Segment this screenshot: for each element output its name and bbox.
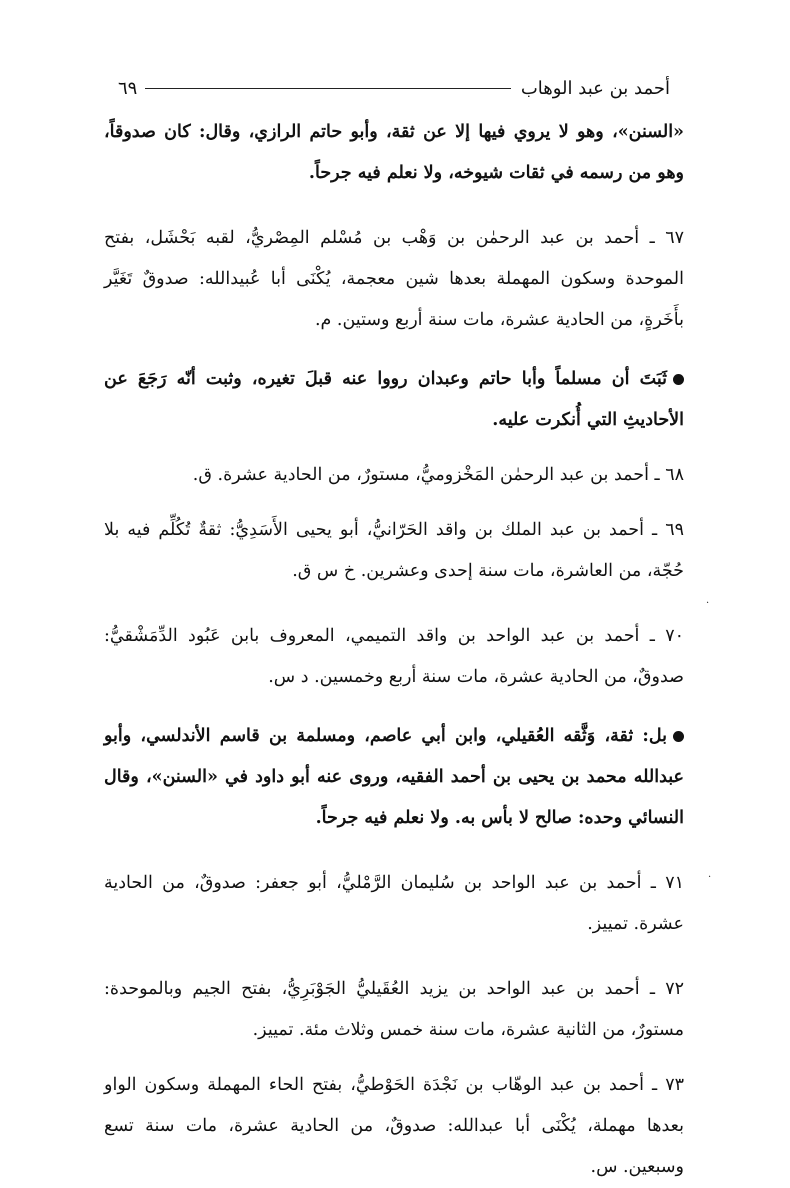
scan-speck: · (708, 872, 712, 883)
entry-71 (104, 863, 684, 945)
paragraph-text: ٧٣ ـ أحمد بن عبد الوهّاب بن نَجْدَة الحَوْطيُّ، بفتح الحاء المهملة وسكون الواو بعدها مهملة، يُكْنَى أبا عبدالله: صدوقٌ، من الحادية عشرة، مات سنة تسع وسبعين. س. (104, 1075, 684, 1177)
entry-72 (104, 969, 684, 1051)
paragraph-text: ٦٨ ـ أحمد بن عبد الرحمٰن المَخْزوميُّ، مستورٌ، من الحادية عشرة. ق. (192, 465, 684, 485)
paragraph-text: ٦٧ ـ أحمد بن عبد الرحمٰن بن وَهْب بن مُسْلم المِصْريُّ، لقبه بَحْشَل، بفتح الموحدة وسكون المهملة بعدها شين معجمة، يُكْنَى أبا عُبيدالله: صدوقٌ تَغَيَّر بأَخَرةٍ، من الحادية عشرة، مات سنة أربع وستين. م. (104, 228, 684, 330)
bullet-icon (673, 374, 684, 385)
running-header (118, 72, 670, 104)
scan-speck: · (706, 598, 710, 609)
entry-73 (104, 1065, 684, 1188)
bullet-icon (673, 731, 684, 742)
note-70 (104, 716, 684, 839)
entry-69 (104, 510, 684, 592)
entry-67 (104, 218, 684, 341)
note-67 (104, 359, 684, 441)
paragraph-text: ٧٢ ـ أحمد بن عبد الواحد بن يزيد العُقَيليُّ الجَوْبَرِيُّ، بفتح الجيم وبالموحدة: مستورٌ، من الثانية عشرة، مات سنة خمس وثلاث مئة. تمييز. (104, 979, 684, 1040)
paragraph-text: ٧١ ـ أحمد بن عبد الواحد بن سُليمان الرَّمْليُّ، أبو جعفر: صدوقٌ، من الحادية عشرة. تمييز. (104, 873, 684, 934)
entry-68 (104, 455, 684, 496)
header-rule (145, 88, 510, 89)
paragraph-text: ٦٩ ـ أحمد بن عبد الملك بن واقد الحَرّانيُّ، أبو يحيى الأَسَدِيُّ: ثقةٌ تُكُلِّم فيه بلا حُجّة، من العاشرة، مات سنة إحدى وعشرين. خ س ق. (104, 520, 684, 581)
paragraph-text: ٧٠ ـ أحمد بن عبد الواحد بن واقد التميمي، المعروف بابن عَبُود الدِّمَشْقيُّ: صدوقٌ، من الحادية عشرة، مات سنة أربع وخمسين. د س. (104, 626, 684, 687)
paragraph-continuation (104, 112, 684, 194)
header-title: أحمد بن عبد الوهاب (520, 77, 670, 99)
page-number: ٦٩ (118, 77, 138, 99)
paragraph-text: ثَبَتَ أن مسلماً وأبا حاتم وعبدان رووا عنه قبلَ تغيره، وثبت أنّه رَجَعَ عن الأحاديثِ التي أُنكرت عليه. (104, 369, 684, 430)
page-body (104, 112, 684, 1188)
entry-70 (104, 616, 684, 698)
paragraph-text: بل: ثقة، وَثَّقه العُقيلي، وابن أبي عاصم، ومسلمة بن قاسم الأندلسي، وأبو عبدالله محمد بن يحيى بن أحمد الفقيه، وروى عنه أبو داود في «السنن»، وقال النسائي وحده: صالح لا بأس به. ولا نعلم فيه جرحاً. (104, 726, 684, 828)
paragraph-text: «السنن»، وهو لا يروي فيها إلا عن ثقة، وأبو حاتم الرازي، وقال: كان صدوقاً، وهو من رسمه في ثقات شيوخه، ولا نعلم فيه جرحاً. (104, 122, 684, 183)
